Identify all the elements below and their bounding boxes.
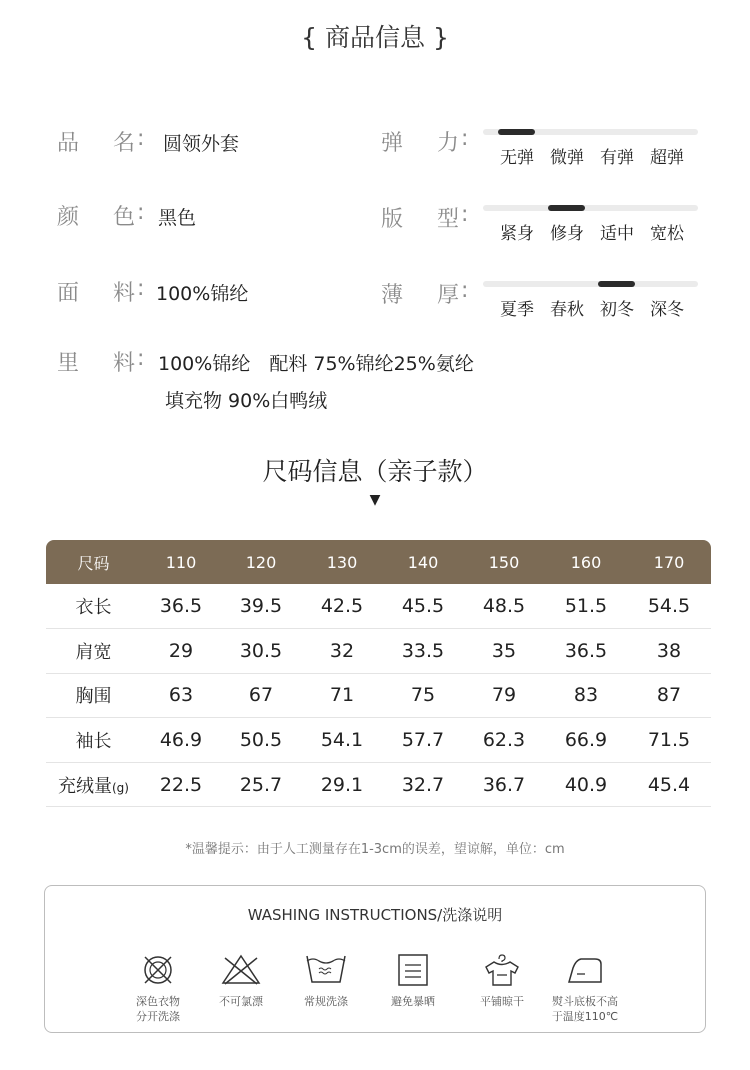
table-cell: 54.1 (301, 718, 383, 763)
scale-option: 深冬 (650, 300, 684, 320)
table-cell: 50.5 (221, 718, 301, 763)
colon: : (137, 276, 145, 301)
scale-option: 无弹 (500, 148, 534, 168)
row-label (46, 584, 141, 629)
measurement-note: *温馨提示：由于人工测量存在1-3cm的误差，望谅解，单位：cm (185, 842, 565, 857)
scale-track-thickness (483, 281, 698, 287)
down-triangle-icon: ▼ (369, 492, 381, 508)
table-cell: 48.5 (463, 584, 545, 629)
row-label (46, 673, 141, 718)
row-label-unit: (g) (112, 780, 129, 795)
wash-item-normal-wash (283, 952, 369, 1009)
table-cell: 38 (627, 629, 711, 674)
row-label (46, 718, 141, 763)
row-label-text: 充绒量 (58, 775, 112, 797)
wash-item-label: 深色衣物 分开洗涤 (136, 995, 180, 1023)
scale-option: 紧身 (500, 224, 534, 244)
label-char: 品 (57, 131, 80, 156)
washing-title: WASHING INSTRUCTIONS/洗涤说明 (247, 906, 503, 924)
label-char: 里 (57, 351, 80, 376)
wash-item-separate-dark (115, 952, 201, 1024)
table-cell: 36.7 (463, 762, 545, 807)
scale-options-thickness (492, 295, 692, 320)
table-header-row (46, 540, 711, 584)
table-cell: 29.1 (301, 762, 383, 807)
table-cell: 29 (141, 629, 221, 674)
table-cell: 36.5 (141, 584, 221, 629)
table-row (46, 718, 711, 763)
table-cell: 54.5 (627, 584, 711, 629)
table-cell: 87 (627, 673, 711, 718)
table-cell: 71 (301, 673, 383, 718)
table-cell: 67 (221, 673, 301, 718)
row-label-text: 胸围 (75, 686, 112, 708)
section-title-product-info: { 商品信息 } (301, 23, 449, 52)
row-label-text: 袖长 (75, 731, 112, 753)
label-char: 面 (57, 281, 80, 306)
table-cell: 32 (301, 629, 383, 674)
table-cell: 63 (141, 673, 221, 718)
table-cell: 25.7 (221, 762, 301, 807)
table-cell: 45.4 (627, 762, 711, 807)
scale-option: 春秋 (550, 300, 584, 320)
wash-item-label: 平铺晾干 (480, 995, 524, 1008)
normal-wash-icon (304, 952, 348, 988)
scale-option: 超弹 (650, 148, 684, 168)
table-header-cell: 130 (301, 540, 383, 584)
scale-marker-elasticity (498, 129, 535, 135)
wash-item-no-sun (370, 952, 456, 1009)
label-char: 型 (437, 207, 460, 232)
label-char: 色 (113, 205, 136, 230)
table-cell: 35 (463, 629, 545, 674)
table-cell: 62.3 (463, 718, 545, 763)
label-char: 薄 (381, 283, 404, 308)
colon: : (461, 278, 469, 303)
scale-option: 有弹 (600, 148, 634, 168)
attr-label-fabric (57, 276, 135, 307)
table-row (46, 762, 711, 807)
no-sun-dry-icon (395, 952, 431, 988)
scale-options-fit (492, 219, 692, 244)
scale-track-fit (483, 205, 698, 211)
colon: : (137, 200, 145, 225)
label-char: 料 (113, 351, 136, 376)
scale-label-elasticity (381, 126, 459, 157)
scale-option: 宽松 (650, 224, 684, 244)
attr-value-lining-line2: 填充物 90%白鸭绒 (165, 390, 328, 412)
scale-option: 初冬 (600, 300, 634, 320)
scale-option: 夏季 (500, 300, 534, 320)
attr-value-lining-line1: 100%锦纶 配料 75%锦纶25%氨纶 (158, 353, 474, 375)
table-cell: 22.5 (141, 762, 221, 807)
table-header-cell: 160 (545, 540, 627, 584)
table-header-cell: 140 (383, 540, 463, 584)
colon: : (461, 126, 469, 151)
scale-label-thickness (381, 278, 459, 309)
table-header-cell: 尺码 (46, 540, 141, 584)
table-cell: 75 (383, 673, 463, 718)
table-row (46, 629, 711, 674)
table-cell: 39.5 (221, 584, 301, 629)
wash-item-label: 避免暴晒 (391, 995, 435, 1008)
attr-label-lining (57, 346, 135, 377)
scale-marker-fit (548, 205, 585, 211)
wash-item-label: 常规洗涤 (304, 995, 348, 1008)
colon: : (137, 126, 145, 151)
table-header-cell: 110 (141, 540, 221, 584)
attr-value-color: 黑色 (158, 207, 197, 229)
attr-value-fabric: 100%锦纶 (156, 283, 249, 305)
attr-value-name: 圆领外套 (163, 133, 240, 155)
label-char: 版 (381, 207, 404, 232)
row-label-text: 肩宽 (75, 641, 112, 663)
table-cell: 45.5 (383, 584, 463, 629)
row-label (46, 629, 141, 674)
label-char: 名 (113, 131, 136, 156)
table-cell: 57.7 (383, 718, 463, 763)
label-char: 颜 (57, 205, 80, 230)
label-char: 厚 (437, 283, 460, 308)
table-cell: 32.7 (383, 762, 463, 807)
colon: : (461, 202, 469, 227)
table-cell: 30.5 (221, 629, 301, 674)
table-cell: 83 (545, 673, 627, 718)
row-label (46, 762, 141, 807)
flat-dry-icon (482, 952, 522, 988)
table-cell: 36.5 (545, 629, 627, 674)
wash-item-iron (542, 952, 628, 1024)
section-title-size-info: 尺码信息（亲子款） (262, 457, 488, 486)
wash-item-flat-dry (459, 952, 545, 1009)
attr-label-name (57, 126, 135, 157)
scale-option: 修身 (550, 224, 584, 244)
scale-option: 微弹 (550, 148, 584, 168)
wash-item-label: 不可氯漂 (219, 995, 263, 1008)
no-wash-with-dark-icon (140, 952, 176, 988)
table-cell: 71.5 (627, 718, 711, 763)
table-cell: 42.5 (301, 584, 383, 629)
no-bleach-icon (219, 952, 263, 988)
table-cell: 46.9 (141, 718, 221, 763)
label-char: 力 (437, 131, 460, 156)
scale-option: 适中 (600, 224, 634, 244)
table-header-cell: 120 (221, 540, 301, 584)
table-cell: 51.5 (545, 584, 627, 629)
table-header-cell: 150 (463, 540, 545, 584)
table-row (46, 584, 711, 629)
washing-instructions-box (44, 885, 706, 1033)
scale-label-fit (381, 202, 459, 233)
wash-item-label: 熨斗底板不高 于温度110℃ (551, 995, 619, 1023)
row-label-text: 衣长 (75, 597, 112, 619)
label-char: 弹 (381, 131, 404, 156)
table-cell: 33.5 (383, 629, 463, 674)
scale-options-elasticity (492, 143, 692, 168)
table-row (46, 673, 711, 718)
table-cell: 66.9 (545, 718, 627, 763)
scale-marker-thickness (598, 281, 635, 287)
label-char: 料 (113, 281, 136, 306)
table-cell: 79 (463, 673, 545, 718)
table-header-cell: 170 (627, 540, 711, 584)
colon: : (137, 346, 145, 371)
attr-label-color (57, 200, 135, 231)
wash-item-no-bleach (198, 952, 284, 1009)
iron-icon (565, 952, 605, 988)
table-cell: 40.9 (545, 762, 627, 807)
size-table (46, 540, 711, 807)
